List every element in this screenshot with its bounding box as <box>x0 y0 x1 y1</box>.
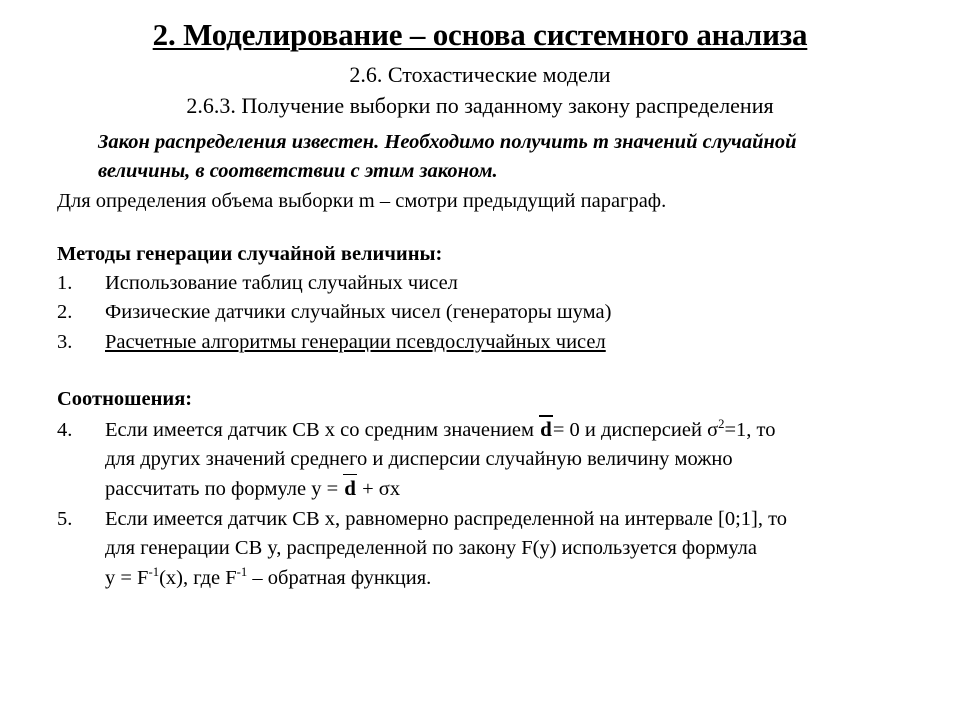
mean-symbol-overline: d <box>344 475 356 500</box>
list-item <box>57 506 937 592</box>
item4-line3-suffix: + σх <box>362 477 401 500</box>
list-item-number: 1. <box>57 272 73 294</box>
subtitle-section: 2.6. Стохастические модели <box>349 62 611 87</box>
list-item <box>57 329 937 356</box>
list-item-number: 5. <box>57 508 73 530</box>
relations-heading: Соотношения: <box>57 388 193 410</box>
variance-value: =1, то <box>724 419 776 441</box>
sigma-exponent: 2 <box>718 417 725 432</box>
item4-line1-prefix: Если имеется датчик СВ х со средним значением <box>105 419 535 441</box>
lead-paragraph: Закон распределения известен. Необходимо получить m значений случайной величины, в соответствии с этим законом. <box>98 131 797 183</box>
list-item-text: Физические датчики случайных чисел (генераторы шума) <box>105 301 612 323</box>
list-item-text <box>105 417 925 503</box>
item4-line3 <box>105 476 925 503</box>
list-item-text <box>105 329 925 356</box>
inverse-formula-c: – обратная функция. <box>247 566 432 589</box>
list-item-text <box>105 506 925 592</box>
sample-size-note: Для определения объема выборки m – смотри предыдущий параграф. <box>57 190 667 212</box>
list-item-number: 3. <box>57 331 73 353</box>
item4-line3-prefix: рассчитать по формуле y = <box>105 477 339 500</box>
inverse-exponent: -1 <box>148 564 160 579</box>
item5-line3 <box>105 565 925 592</box>
inverse-exponent: -1 <box>236 564 248 579</box>
sigma-symbol: σ <box>707 419 719 441</box>
item5-line2: для генерации СВ y, распределенной по закону F(y) используется формула <box>105 537 758 560</box>
list-item-text-underlined: Расчетные алгоритмы генерации псевдослучайных чисел <box>105 331 606 353</box>
subtitle-subsection: 2.6.3. Получение выборки по заданному закону распределения <box>186 93 774 118</box>
list-item <box>57 417 937 503</box>
list-item-number: 4. <box>57 419 73 441</box>
methods-heading: Методы генерации случайной величины: <box>57 243 443 265</box>
inverse-formula-b: (x), где F <box>159 566 237 589</box>
page-title <box>0 18 960 52</box>
item4-line1-suffix: = 0 и дисперсией <box>552 419 702 441</box>
item5-line1: Если имеется датчик СВ х, равномерно распределенной на интервале [0;1], то <box>105 508 788 530</box>
list-item-number: 2. <box>57 301 73 323</box>
inverse-formula-a: y = F <box>105 566 149 589</box>
variance-expression <box>707 419 775 441</box>
item4-line2: для других значений среднего и дисперсии случайную величину можно <box>105 448 733 471</box>
mean-symbol-overline: d <box>540 417 552 441</box>
page-title-text: 2. Моделирование – основа системного анализа <box>152 17 808 52</box>
list-item-text: Использование таблиц случайных чисел <box>105 272 458 294</box>
list-item <box>57 270 937 297</box>
list-item <box>57 299 937 326</box>
